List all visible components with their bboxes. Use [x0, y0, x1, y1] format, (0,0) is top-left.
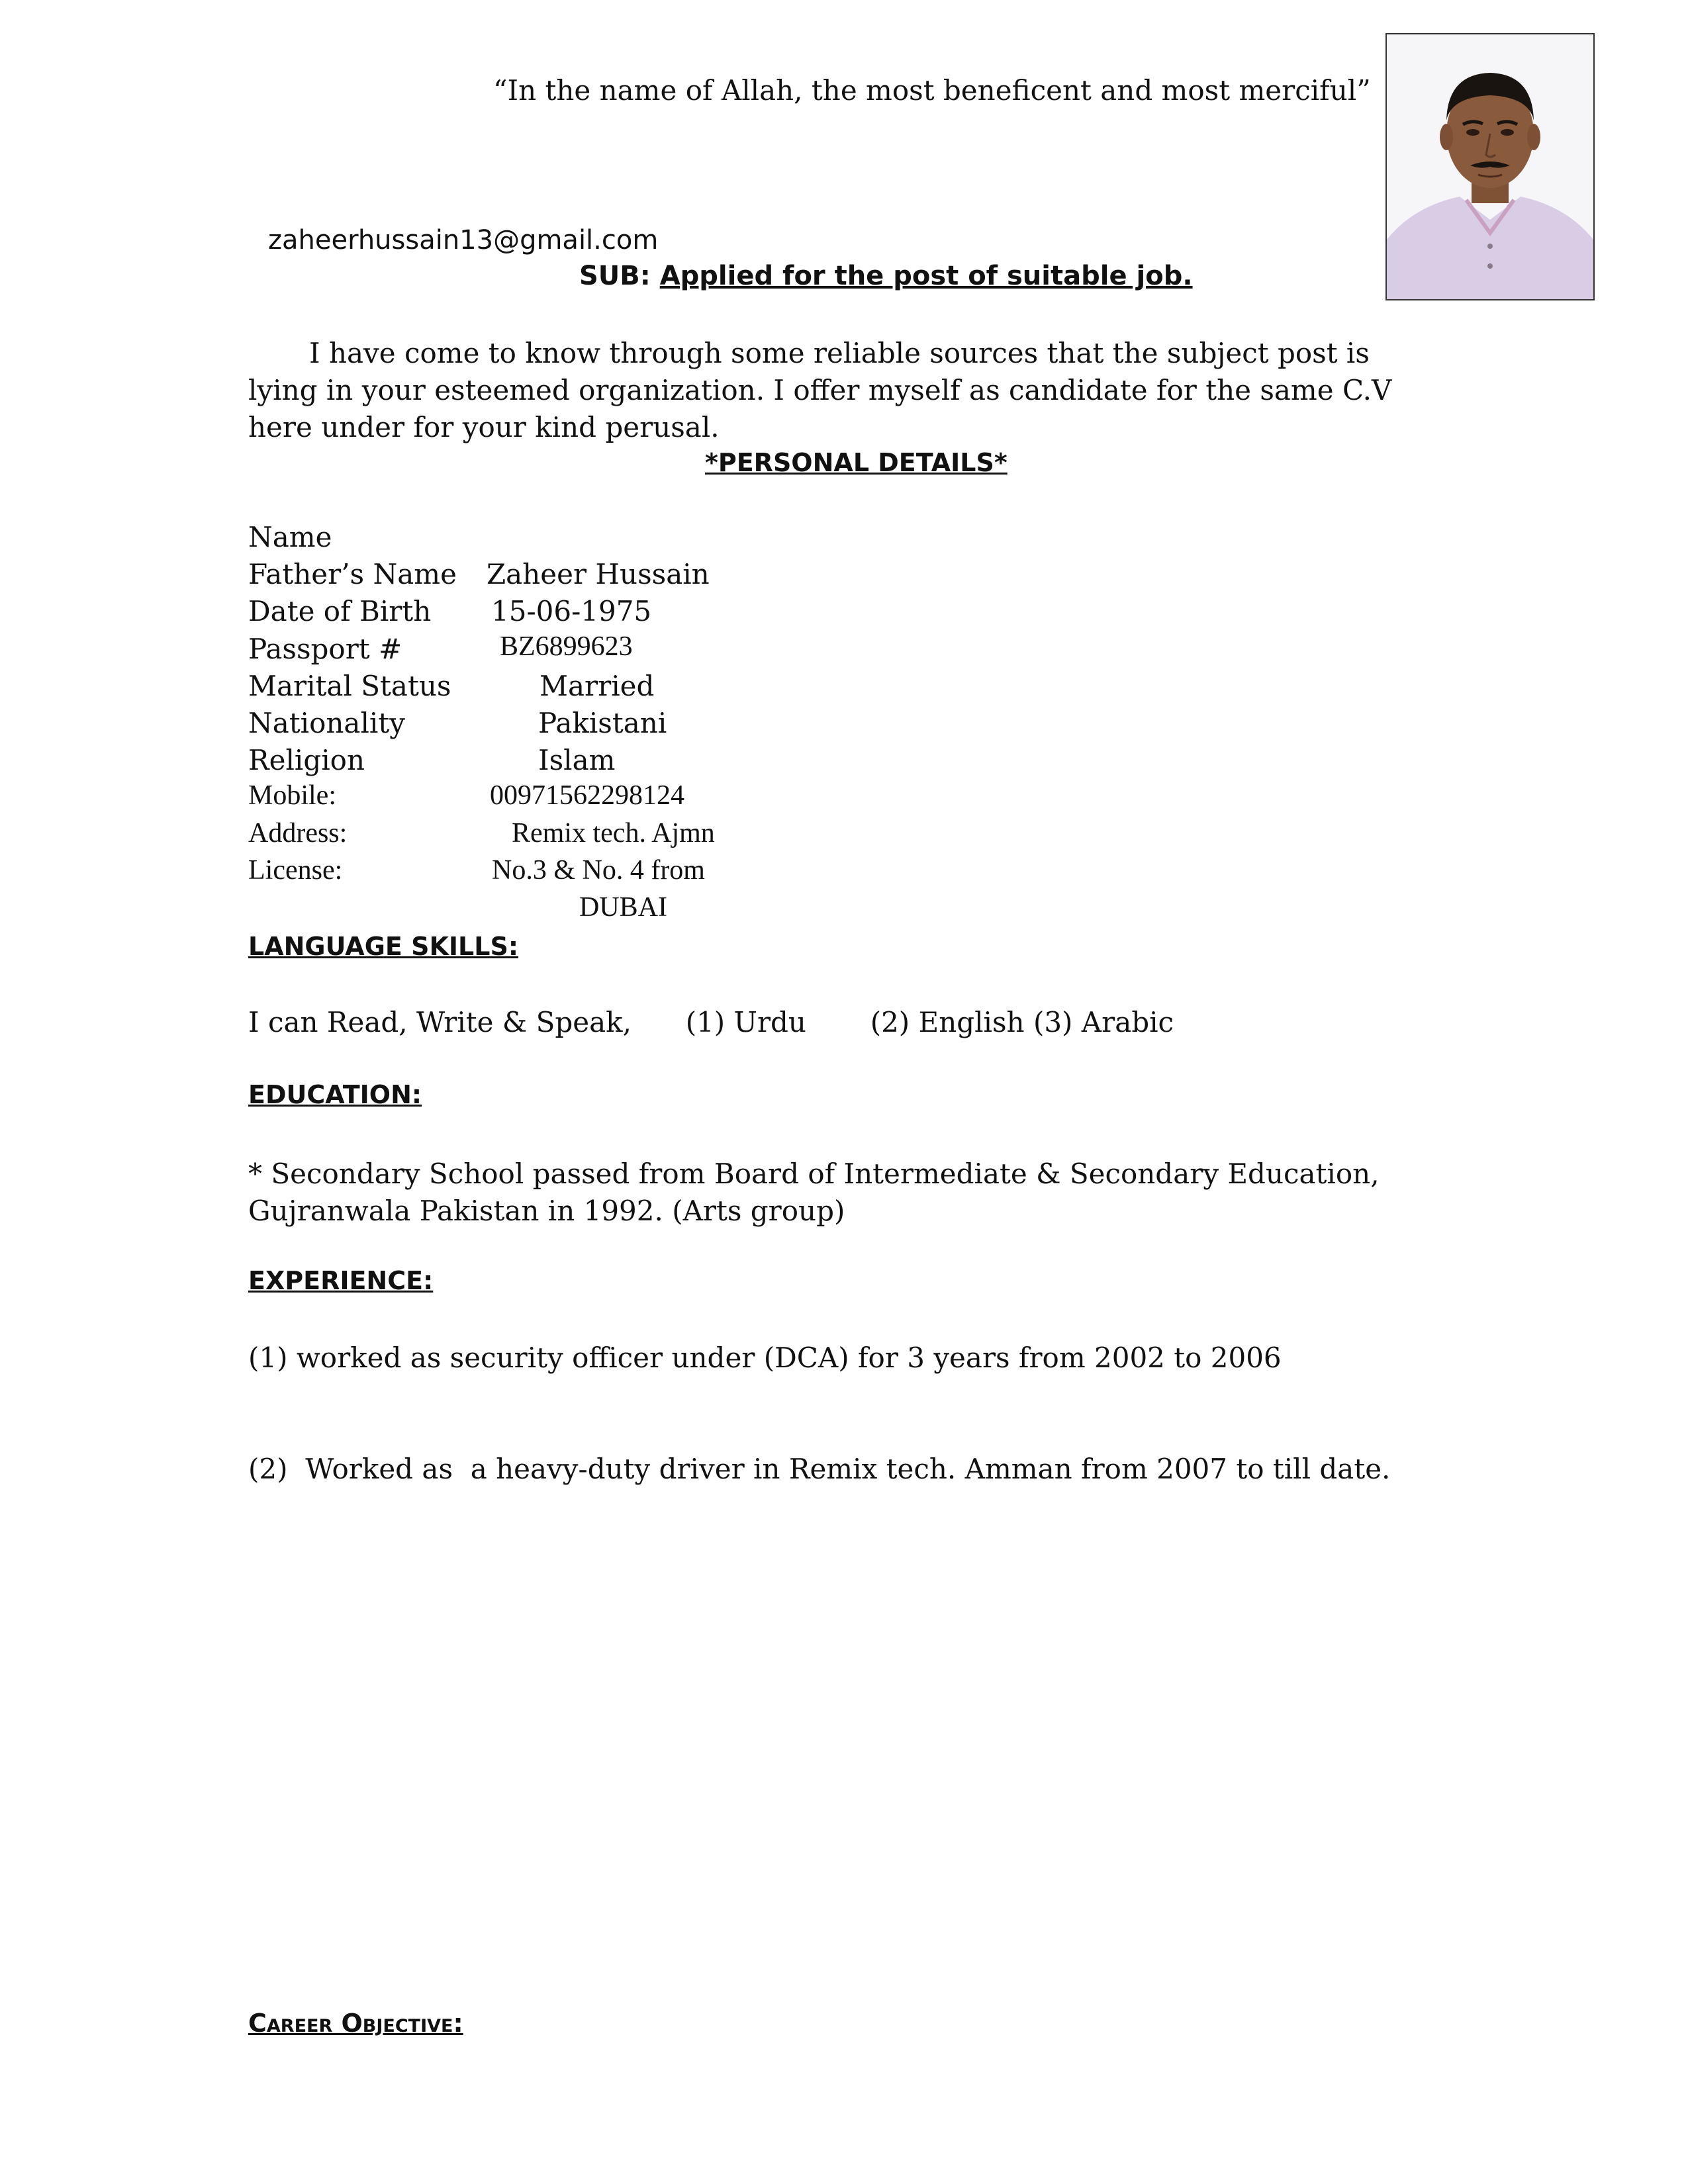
label-marital-status: Marital Status — [248, 670, 451, 702]
value-religion: Islam — [538, 744, 616, 776]
value-address: Remix tech. Ajmn — [512, 818, 715, 848]
personal-details-heading: *PERSONAL DETAILS* — [705, 448, 1008, 477]
portrait-icon — [1387, 34, 1593, 299]
experience-heading: EXPERIENCE: — [248, 1266, 434, 1295]
language-skills-heading: LANGUAGE SKILLS: — [248, 932, 519, 961]
label-mobile: Mobile: — [248, 780, 336, 811]
bismillah-line: “In the name of Allah, the most beneficent and most merciful” — [493, 74, 1371, 107]
label-date-of-birth: Date of Birth — [248, 595, 432, 627]
portrait-photo — [1385, 33, 1595, 300]
language-intro: I can Read, Write & Speak, — [248, 1006, 632, 1038]
value-date-of-birth: 15-06-1975 — [491, 595, 652, 627]
label-address: Address: — [248, 818, 348, 848]
education-text: * Secondary School passed from Board of Intermediate & Secondary Education, Gujranwala Pakistan in 1992. (Arts group) — [248, 1158, 1380, 1227]
value-license: No.3 & No. 4 from — [492, 855, 705, 886]
value-license-line2: DUBAI — [579, 892, 667, 923]
experience-item-2: (2) Worked as a heavy-duty driver in Remix tech. Amman from 2007 to till date. — [248, 1453, 1391, 1485]
value-nationality: Pakistani — [538, 707, 667, 739]
value-passport: BZ6899623 — [500, 631, 633, 662]
value-fathers-name: Zaheer Hussain — [487, 558, 710, 590]
email-address: zaheerhussain13@gmail.com — [268, 225, 659, 255]
label-passport: Passport # — [248, 633, 402, 665]
label-name: Name — [248, 521, 332, 553]
label-fathers-name: Father’s Name — [248, 558, 457, 590]
language-english-arabic: (2) English (3) Arabic — [870, 1006, 1174, 1038]
value-marital-status: Married — [539, 670, 655, 702]
intro-paragraph: I have come to know through some reliable sources that the subject post is lying in your esteemed organization. I offer myself as candidate for the same C.V here under for your kind perusal. — [248, 337, 1392, 443]
subject-line — [579, 261, 1193, 291]
language-skills-text — [248, 1006, 1174, 1038]
career-objective-heading: Career Objective: — [248, 2009, 463, 2038]
label-religion: Religion — [248, 744, 365, 776]
education-heading: EDUCATION: — [248, 1080, 422, 1109]
language-urdu: (1) Urdu — [685, 1006, 806, 1038]
label-license: License: — [248, 855, 343, 886]
subject-text: Applied for the post of suitable job. — [659, 261, 1193, 291]
experience-item-1: (1) worked as security officer under (DCA) for 3 years from 2002 to 2006 — [248, 1342, 1282, 1374]
subject-prefix: SUB: — [579, 261, 660, 291]
value-mobile: 00971562298124 — [490, 780, 684, 811]
label-nationality: Nationality — [248, 707, 405, 739]
